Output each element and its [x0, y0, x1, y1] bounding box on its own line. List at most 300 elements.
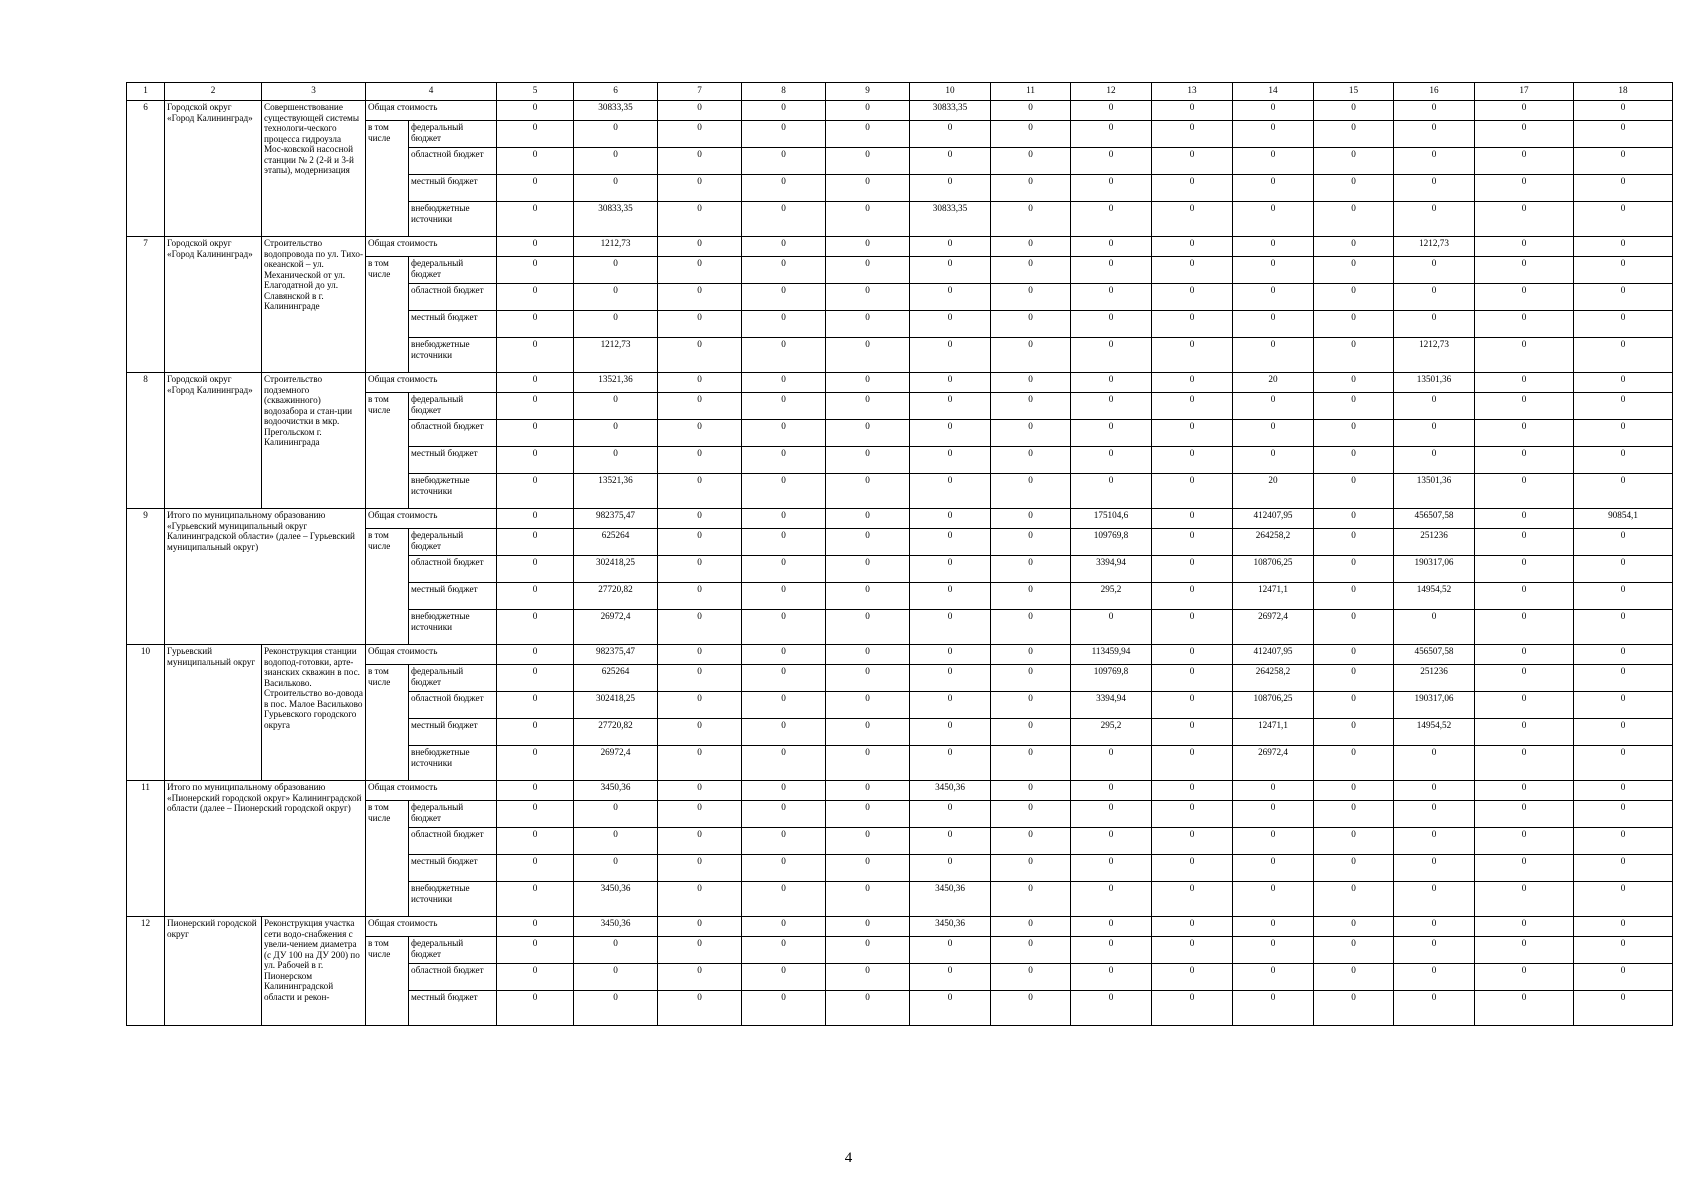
- value-cell: 0: [991, 801, 1071, 828]
- value-cell: 302418,25: [574, 556, 658, 583]
- header-cell: 18: [1574, 83, 1673, 101]
- value-cell: 0: [1314, 393, 1394, 420]
- value-cell: 175104,6: [1071, 509, 1152, 529]
- value-cell: 3450,36: [910, 781, 991, 801]
- value-cell: 0: [1071, 175, 1152, 202]
- value-cell: 0: [910, 692, 991, 719]
- value-cell: 0: [910, 373, 991, 393]
- value-cell: 1212,73: [1394, 237, 1475, 257]
- project-cell: Строительство подземного (скважинного) водозабора и стан-ции водоочистки в мкр. Прегольском г. Калининграда: [262, 373, 366, 509]
- value-cell: 0: [1071, 781, 1152, 801]
- value-cell: 3450,36: [910, 882, 991, 917]
- value-cell: 0: [1574, 855, 1673, 882]
- header-cell: 2: [165, 83, 262, 101]
- header-cell: 9: [826, 83, 910, 101]
- header-cell: 14: [1233, 83, 1314, 101]
- value-cell: 0: [1314, 148, 1394, 175]
- value-cell: 0: [1574, 828, 1673, 855]
- value-cell: 0: [574, 175, 658, 202]
- value-cell: 0: [826, 338, 910, 373]
- value-cell: 0: [1574, 917, 1673, 937]
- value-cell: 0: [1071, 420, 1152, 447]
- table-row-total: [127, 645, 1673, 665]
- value-cell: 0: [1071, 202, 1152, 237]
- value-cell: 0: [1314, 610, 1394, 645]
- value-cell: 0: [1574, 175, 1673, 202]
- value-cell: 0: [497, 257, 574, 284]
- value-cell: 0: [742, 556, 826, 583]
- value-cell: 0: [826, 937, 910, 964]
- value-cell: 0: [826, 719, 910, 746]
- value-cell: 0: [574, 855, 658, 882]
- value-cell: 0: [742, 202, 826, 237]
- funding-source-label: областной бюджет: [409, 284, 497, 311]
- value-cell: 0: [658, 529, 742, 556]
- value-cell: 27720,82: [574, 719, 658, 746]
- value-cell: 0: [991, 175, 1071, 202]
- value-cell: 0: [1152, 393, 1233, 420]
- value-cell: 0: [1233, 338, 1314, 373]
- value-cell: 0: [1574, 665, 1673, 692]
- value-cell: 0: [497, 583, 574, 610]
- value-cell: 0: [991, 202, 1071, 237]
- municipality-cell: Итого по муниципальному образованию «Гурьевский муниципальный округ Калининградской области» (далее – Гурьевский муниципальный округ): [165, 509, 366, 645]
- value-cell: 30833,35: [574, 101, 658, 121]
- value-cell: 0: [1071, 610, 1152, 645]
- value-cell: 0: [497, 447, 574, 474]
- value-cell: 0: [1574, 937, 1673, 964]
- value-cell: 0: [1152, 311, 1233, 338]
- total-cost-label: Общая стоимость: [366, 781, 497, 801]
- value-cell: 456507,58: [1394, 509, 1475, 529]
- value-cell: 0: [1394, 882, 1475, 917]
- value-cell: 0: [1574, 991, 1673, 1026]
- value-cell: 0: [742, 746, 826, 781]
- in-number-label: в том числе: [366, 393, 409, 509]
- value-cell: 12471,1: [1233, 719, 1314, 746]
- value-cell: 0: [658, 801, 742, 828]
- value-cell: 0: [742, 665, 826, 692]
- value-cell: 0: [826, 148, 910, 175]
- value-cell: 0: [1475, 373, 1574, 393]
- value-cell: 0: [1152, 645, 1233, 665]
- value-cell: 27720,82: [574, 583, 658, 610]
- value-cell: 0: [991, 692, 1071, 719]
- value-cell: 0: [1475, 937, 1574, 964]
- value-cell: 0: [910, 175, 991, 202]
- value-cell: 3450,36: [910, 917, 991, 937]
- value-cell: 0: [742, 284, 826, 311]
- value-cell: 0: [1314, 917, 1394, 937]
- value-cell: 0: [1475, 175, 1574, 202]
- value-cell: 0: [910, 665, 991, 692]
- value-cell: 0: [1394, 284, 1475, 311]
- value-cell: 0: [1475, 509, 1574, 529]
- value-cell: 0: [1574, 474, 1673, 509]
- page-number: 4: [844, 1150, 853, 1166]
- value-cell: 0: [742, 509, 826, 529]
- row-index: 8: [127, 373, 165, 509]
- value-cell: 0: [1152, 610, 1233, 645]
- value-cell: 26972,4: [574, 610, 658, 645]
- value-cell: 0: [1574, 692, 1673, 719]
- table-row-total: [127, 237, 1673, 257]
- value-cell: 0: [991, 237, 1071, 257]
- municipality-cell: Городской округ «Город Калининград»: [165, 101, 262, 237]
- value-cell: 109769,8: [1071, 665, 1152, 692]
- value-cell: 0: [1152, 284, 1233, 311]
- value-cell: 0: [1574, 284, 1673, 311]
- value-cell: 0: [1475, 610, 1574, 645]
- value-cell: 0: [991, 373, 1071, 393]
- value-cell: 0: [826, 964, 910, 991]
- value-cell: 0: [826, 665, 910, 692]
- value-cell: 0: [497, 746, 574, 781]
- value-cell: 0: [991, 665, 1071, 692]
- value-cell: 0: [826, 556, 910, 583]
- value-cell: 0: [1071, 447, 1152, 474]
- value-cell: 0: [991, 311, 1071, 338]
- value-cell: 0: [826, 237, 910, 257]
- header-cell: 5: [497, 83, 574, 101]
- value-cell: 0: [497, 937, 574, 964]
- value-cell: 0: [910, 719, 991, 746]
- value-cell: 0: [658, 719, 742, 746]
- value-cell: 0: [1071, 474, 1152, 509]
- funding-source-label: областной бюджет: [409, 692, 497, 719]
- header-cell: 7: [658, 83, 742, 101]
- value-cell: 0: [1314, 237, 1394, 257]
- value-cell: 0: [497, 917, 574, 937]
- value-cell: 0: [1071, 882, 1152, 917]
- value-cell: 0: [910, 509, 991, 529]
- value-cell: 0: [1475, 101, 1574, 121]
- value-cell: 0: [1475, 202, 1574, 237]
- value-cell: 0: [574, 991, 658, 1026]
- value-cell: 0: [658, 828, 742, 855]
- value-cell: 0: [574, 257, 658, 284]
- value-cell: 0: [1071, 284, 1152, 311]
- value-cell: 0: [1314, 937, 1394, 964]
- value-cell: 0: [742, 828, 826, 855]
- value-cell: 0: [991, 917, 1071, 937]
- value-cell: 0: [658, 882, 742, 917]
- value-cell: 3450,36: [574, 882, 658, 917]
- value-cell: 0: [1314, 202, 1394, 237]
- value-cell: 0: [1314, 855, 1394, 882]
- value-cell: 0: [1314, 781, 1394, 801]
- value-cell: 0: [658, 447, 742, 474]
- value-cell: 0: [574, 121, 658, 148]
- value-cell: 0: [826, 311, 910, 338]
- value-cell: 0: [742, 855, 826, 882]
- value-cell: 0: [991, 393, 1071, 420]
- value-cell: 0: [1152, 556, 1233, 583]
- value-cell: 0: [1475, 746, 1574, 781]
- value-cell: 0: [1233, 257, 1314, 284]
- value-cell: 0: [991, 882, 1071, 917]
- value-cell: 0: [1152, 447, 1233, 474]
- value-cell: 0: [1394, 175, 1475, 202]
- project-cell: Реконструкция участка сети водо-снабжения с увели-чением диаметра (с ДУ 100 на ДУ 200) по ул. Рабочей в г. Пионерском Калининградской области и рекон-: [262, 917, 366, 1026]
- value-cell: 0: [497, 474, 574, 509]
- value-cell: 0: [991, 284, 1071, 311]
- value-cell: 0: [826, 801, 910, 828]
- value-cell: 0: [1314, 801, 1394, 828]
- value-cell: 0: [497, 692, 574, 719]
- value-cell: 0: [1475, 311, 1574, 338]
- value-cell: 0: [1152, 917, 1233, 937]
- value-cell: 0: [1314, 882, 1394, 917]
- value-cell: 0: [658, 338, 742, 373]
- municipality-cell: Гурьевский муниципальный округ: [165, 645, 262, 781]
- municipality-cell: Городской округ «Город Калининград»: [165, 237, 262, 373]
- value-cell: 0: [1475, 801, 1574, 828]
- in-number-label: в том числе: [366, 529, 409, 645]
- value-cell: 0: [1071, 828, 1152, 855]
- value-cell: 0: [742, 447, 826, 474]
- value-cell: 0: [1152, 509, 1233, 529]
- value-cell: 0: [1314, 991, 1394, 1026]
- value-cell: 0: [1475, 529, 1574, 556]
- value-cell: 0: [1574, 257, 1673, 284]
- value-cell: 0: [1574, 781, 1673, 801]
- value-cell: 26972,4: [1233, 746, 1314, 781]
- value-cell: 0: [1152, 202, 1233, 237]
- value-cell: 0: [1314, 692, 1394, 719]
- value-cell: 0: [1233, 828, 1314, 855]
- funding-source-label: федеральный бюджет: [409, 529, 497, 556]
- value-cell: 0: [1394, 781, 1475, 801]
- value-cell: 0: [1071, 338, 1152, 373]
- municipality-cell: Итого по муниципальному образованию «Пионерский городской округ» Калининградской области (далее – Пионерский городской округ): [165, 781, 366, 917]
- value-cell: 0: [910, 311, 991, 338]
- total-cost-label: Общая стоимость: [366, 237, 497, 257]
- table-row-total: [127, 781, 1673, 801]
- value-cell: 0: [1475, 692, 1574, 719]
- row-index: 10: [127, 645, 165, 781]
- value-cell: 0: [658, 917, 742, 937]
- value-cell: 190317,06: [1394, 692, 1475, 719]
- value-cell: 0: [1394, 801, 1475, 828]
- value-cell: 0: [826, 692, 910, 719]
- value-cell: 0: [1475, 583, 1574, 610]
- value-cell: 0: [1574, 529, 1673, 556]
- value-cell: 0: [497, 556, 574, 583]
- value-cell: 0: [742, 529, 826, 556]
- value-cell: 30833,35: [910, 101, 991, 121]
- header-row: [127, 83, 1673, 101]
- value-cell: 0: [574, 937, 658, 964]
- value-cell: 0: [1152, 665, 1233, 692]
- value-cell: 0: [658, 148, 742, 175]
- value-cell: 0: [1394, 148, 1475, 175]
- value-cell: 0: [658, 474, 742, 509]
- value-cell: 0: [574, 393, 658, 420]
- value-cell: 0: [574, 148, 658, 175]
- funding-source-label: местный бюджет: [409, 583, 497, 610]
- value-cell: 13521,36: [574, 474, 658, 509]
- value-cell: 13501,36: [1394, 373, 1475, 393]
- value-cell: 0: [742, 937, 826, 964]
- value-cell: 0: [1394, 828, 1475, 855]
- municipality-cell: Городской округ «Город Калининград»: [165, 373, 262, 509]
- value-cell: 0: [742, 781, 826, 801]
- header-cell: 1: [127, 83, 165, 101]
- value-cell: 0: [910, 338, 991, 373]
- header-cell: 15: [1314, 83, 1394, 101]
- value-cell: 3450,36: [574, 781, 658, 801]
- value-cell: 0: [1233, 284, 1314, 311]
- value-cell: 0: [658, 311, 742, 338]
- value-cell: 0: [497, 828, 574, 855]
- value-cell: 0: [658, 556, 742, 583]
- header-cell: 11: [991, 83, 1071, 101]
- value-cell: 0: [991, 828, 1071, 855]
- value-cell: 0: [742, 121, 826, 148]
- value-cell: 0: [658, 583, 742, 610]
- value-cell: 0: [1152, 828, 1233, 855]
- value-cell: 264258,2: [1233, 529, 1314, 556]
- value-cell: 0: [991, 257, 1071, 284]
- value-cell: 0: [658, 855, 742, 882]
- header-cell: 6: [574, 83, 658, 101]
- value-cell: 0: [826, 284, 910, 311]
- value-cell: 0: [1574, 719, 1673, 746]
- value-cell: 0: [1475, 645, 1574, 665]
- value-cell: 0: [991, 529, 1071, 556]
- row-index: 12: [127, 917, 165, 1026]
- value-cell: 0: [910, 991, 991, 1026]
- value-cell: 0: [742, 338, 826, 373]
- value-cell: 0: [1475, 420, 1574, 447]
- value-cell: 0: [1574, 121, 1673, 148]
- funding-source-label: внебюджетные источники: [409, 338, 497, 373]
- in-number-label: в том числе: [366, 665, 409, 781]
- value-cell: 0: [742, 719, 826, 746]
- value-cell: 0: [910, 121, 991, 148]
- value-cell: 0: [910, 447, 991, 474]
- value-cell: 109769,8: [1071, 529, 1152, 556]
- value-cell: 0: [1152, 746, 1233, 781]
- value-cell: 0: [910, 393, 991, 420]
- value-cell: 0: [1152, 882, 1233, 917]
- value-cell: 0: [826, 781, 910, 801]
- row-index: 7: [127, 237, 165, 373]
- value-cell: 0: [991, 645, 1071, 665]
- value-cell: 0: [826, 529, 910, 556]
- value-cell: 0: [497, 855, 574, 882]
- table-row-total: [127, 917, 1673, 937]
- value-cell: 0: [497, 665, 574, 692]
- value-cell: 0: [1233, 917, 1314, 937]
- funding-source-label: внебюджетные источники: [409, 202, 497, 237]
- value-cell: 0: [658, 393, 742, 420]
- value-cell: 14954,52: [1394, 583, 1475, 610]
- value-cell: 0: [1233, 202, 1314, 237]
- value-cell: 0: [658, 373, 742, 393]
- value-cell: 0: [1233, 937, 1314, 964]
- value-cell: 0: [1071, 937, 1152, 964]
- funding-source-label: местный бюджет: [409, 447, 497, 474]
- value-cell: 0: [1574, 101, 1673, 121]
- value-cell: 0: [1071, 917, 1152, 937]
- value-cell: 0: [658, 284, 742, 311]
- value-cell: 264258,2: [1233, 665, 1314, 692]
- project-cell: Реконструкция станции водопод-готовки, арте-зианских скважин в пос. Васильково. Строительство во-довода в пос. Малое Васильково Гурьевского городского округа: [262, 645, 366, 781]
- value-cell: 0: [1314, 284, 1394, 311]
- value-cell: 0: [910, 474, 991, 509]
- total-cost-label: Общая стоимость: [366, 917, 497, 937]
- value-cell: 0: [1071, 311, 1152, 338]
- value-cell: 0: [658, 237, 742, 257]
- value-cell: 0: [826, 645, 910, 665]
- funding-source-label: внебюджетные источники: [409, 746, 497, 781]
- value-cell: 0: [1152, 781, 1233, 801]
- value-cell: 0: [742, 801, 826, 828]
- value-cell: 0: [1394, 121, 1475, 148]
- value-cell: 0: [991, 937, 1071, 964]
- value-cell: 0: [742, 148, 826, 175]
- value-cell: 0: [991, 101, 1071, 121]
- value-cell: 0: [910, 284, 991, 311]
- value-cell: 0: [1394, 964, 1475, 991]
- value-cell: 0: [910, 964, 991, 991]
- value-cell: 0: [497, 719, 574, 746]
- value-cell: 0: [574, 801, 658, 828]
- value-cell: 0: [1314, 964, 1394, 991]
- value-cell: 0: [1574, 237, 1673, 257]
- value-cell: 0: [1233, 393, 1314, 420]
- value-cell: 0: [910, 529, 991, 556]
- value-cell: 0: [826, 882, 910, 917]
- value-cell: 0: [742, 917, 826, 937]
- value-cell: 0: [497, 338, 574, 373]
- value-cell: 0: [1394, 257, 1475, 284]
- table-body: [127, 83, 1673, 1026]
- value-cell: 108706,25: [1233, 556, 1314, 583]
- table-row-total: [127, 373, 1673, 393]
- value-cell: 0: [742, 692, 826, 719]
- value-cell: 0: [497, 882, 574, 917]
- value-cell: 0: [1233, 991, 1314, 1026]
- budget-table: [126, 82, 1673, 1026]
- value-cell: 0: [1574, 610, 1673, 645]
- value-cell: 0: [1314, 338, 1394, 373]
- value-cell: 0: [1314, 175, 1394, 202]
- value-cell: 0: [1233, 311, 1314, 338]
- value-cell: 0: [1314, 509, 1394, 529]
- value-cell: 0: [910, 148, 991, 175]
- funding-source-label: федеральный бюджет: [409, 393, 497, 420]
- row-index: 11: [127, 781, 165, 917]
- value-cell: 0: [1475, 781, 1574, 801]
- value-cell: 0: [991, 583, 1071, 610]
- value-cell: 0: [1314, 121, 1394, 148]
- value-cell: 0: [1233, 101, 1314, 121]
- value-cell: 0: [497, 529, 574, 556]
- value-cell: 0: [1394, 855, 1475, 882]
- row-index: 6: [127, 101, 165, 237]
- value-cell: 0: [826, 474, 910, 509]
- value-cell: 30833,35: [574, 202, 658, 237]
- value-cell: 0: [991, 556, 1071, 583]
- header-cell: 3: [262, 83, 366, 101]
- value-cell: 0: [1475, 991, 1574, 1026]
- value-cell: 0: [1233, 964, 1314, 991]
- value-cell: 0: [1314, 645, 1394, 665]
- total-cost-label: Общая стоимость: [366, 101, 497, 121]
